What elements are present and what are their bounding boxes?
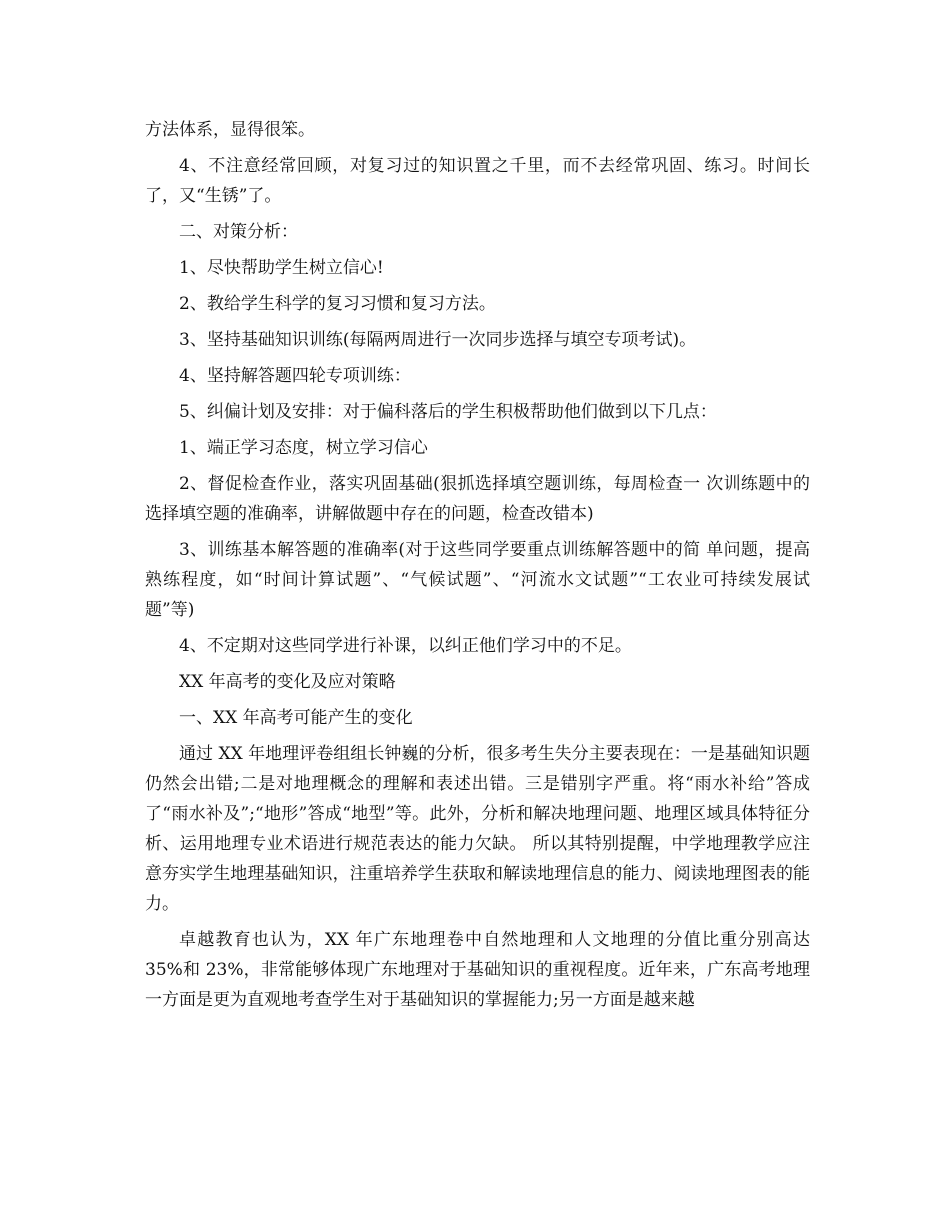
list-item: 5、纠偏计划及安排：对于偏科落后的学生积极帮助他们做到以下几点： (179, 402, 717, 422)
list-item: 4、不定期对这些同学进行补课，以纠正他们学习中的不足。 (179, 636, 632, 656)
section-title: XX 年高考的变化及应对策略 (179, 672, 396, 692)
list-item: 3、训练基本解答题的准确率(对于这些同学要重点训练解答题中的简 单问题，提高熟练程度，如“时间计算试题”、“气候试题”、“河流水文试题”“工农业可持续发展试题”等) (145, 540, 810, 620)
paragraph-item-4-review: 4、不注意经常回顾，对复习过的知识置之千里，而不去经常巩固、练习。时间长了，又“生锈”了。 (145, 156, 810, 206)
list-item: 3、坚持基础知识训练(每隔两周进行一次同步选择与填空专项考试)。 (179, 330, 697, 350)
paragraph-zhuoyue: 卓越教育也认为，XX 年广东地理卷中自然地理和人文地理的分值比重分别高达 35%和 23%，非常能够体现广东地理对于基础知识的重视程度。近年来，广东高考地理一方面是更为直观地考查学生对于基础知识的掌握能力;另一方面是越来越 (145, 930, 810, 1010)
list-item: 1、尽快帮助学生树立信心! (179, 258, 384, 278)
document-body (145, 115, 810, 1021)
list-item: 2、教给学生科学的复习习惯和复习方法。 (179, 294, 496, 314)
paragraph-continuation: 方法体系，显得很笨。 (145, 120, 315, 140)
list-item: 4、坚持解答题四轮专项训练： (179, 366, 411, 386)
subsection-heading: 一、XX 年高考可能产生的变化 (179, 708, 413, 728)
list-item: 2、督促检查作业，落实巩固基础(狠抓选择填空题训练，每周检查一 次训练题中的选择填空题的准确率，讲解做题中存在的问题，检查改错本) (145, 474, 810, 524)
section-heading-strategy: 二、对策分析： (179, 222, 298, 242)
paragraph-analysis: 通过 XX 年地理评卷组组长钟巍的分析，很多考生失分主要表现在：一是基础知识题仍然会出错;二是对地理概念的理解和表述出错。三是错别字严重。将“雨水补给”答成了“雨水补及”;“地形”答成“地型”等。此外，分析和解决地理问题、地理区域具体特征分析、运用地理专业术语进行规范表达的能力欠缺。 所以其特别提醒，中学地理教学应注意夯实学生地理基础知识，注重培养学生获取和解读地理信息的能力、阅读地理图表的能力。 (145, 744, 810, 914)
list-item: 1、端正学习态度，树立学习信心 (179, 438, 428, 458)
